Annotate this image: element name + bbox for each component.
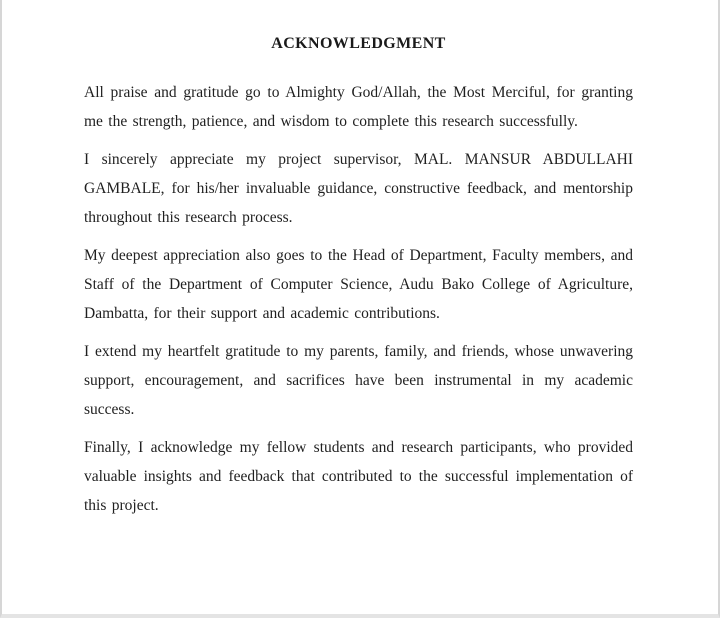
paragraph-supervisor-appreciation: I sincerely appreciate my project supervisor, MAL. MANSUR ABDULLAHI GAMBALE, for his/her invaluable guidance, constructive feedback, and mentorship throughout this research process.	[84, 151, 633, 226]
paragraph-gratitude-to-god: All praise and gratitude go to Almighty God/Allah, the Most Merciful, for granting me the strength, patience, and wisdom to complete this research successfully.	[84, 84, 633, 130]
paragraph-department-appreciation: My deepest appreciation also goes to the Head of Department, Faculty members, and Staff of the Department of Computer Science, Audu Bako College of Agriculture, Dambatta, for their support and academic contributions.	[84, 247, 633, 322]
page-title: ACKNOWLEDGMENT	[271, 35, 446, 52]
paragraph-family-gratitude: I extend my heartfelt gratitude to my parents, family, and friends, whose unwavering support, encouragement, and sacrifices have been instrumental in my academic success.	[84, 343, 633, 418]
paragraph-fellow-students: Finally, I acknowledge my fellow students and research participants, who provided valuable insights and feedback that contributed to the successful implementation of this project.	[84, 439, 633, 514]
